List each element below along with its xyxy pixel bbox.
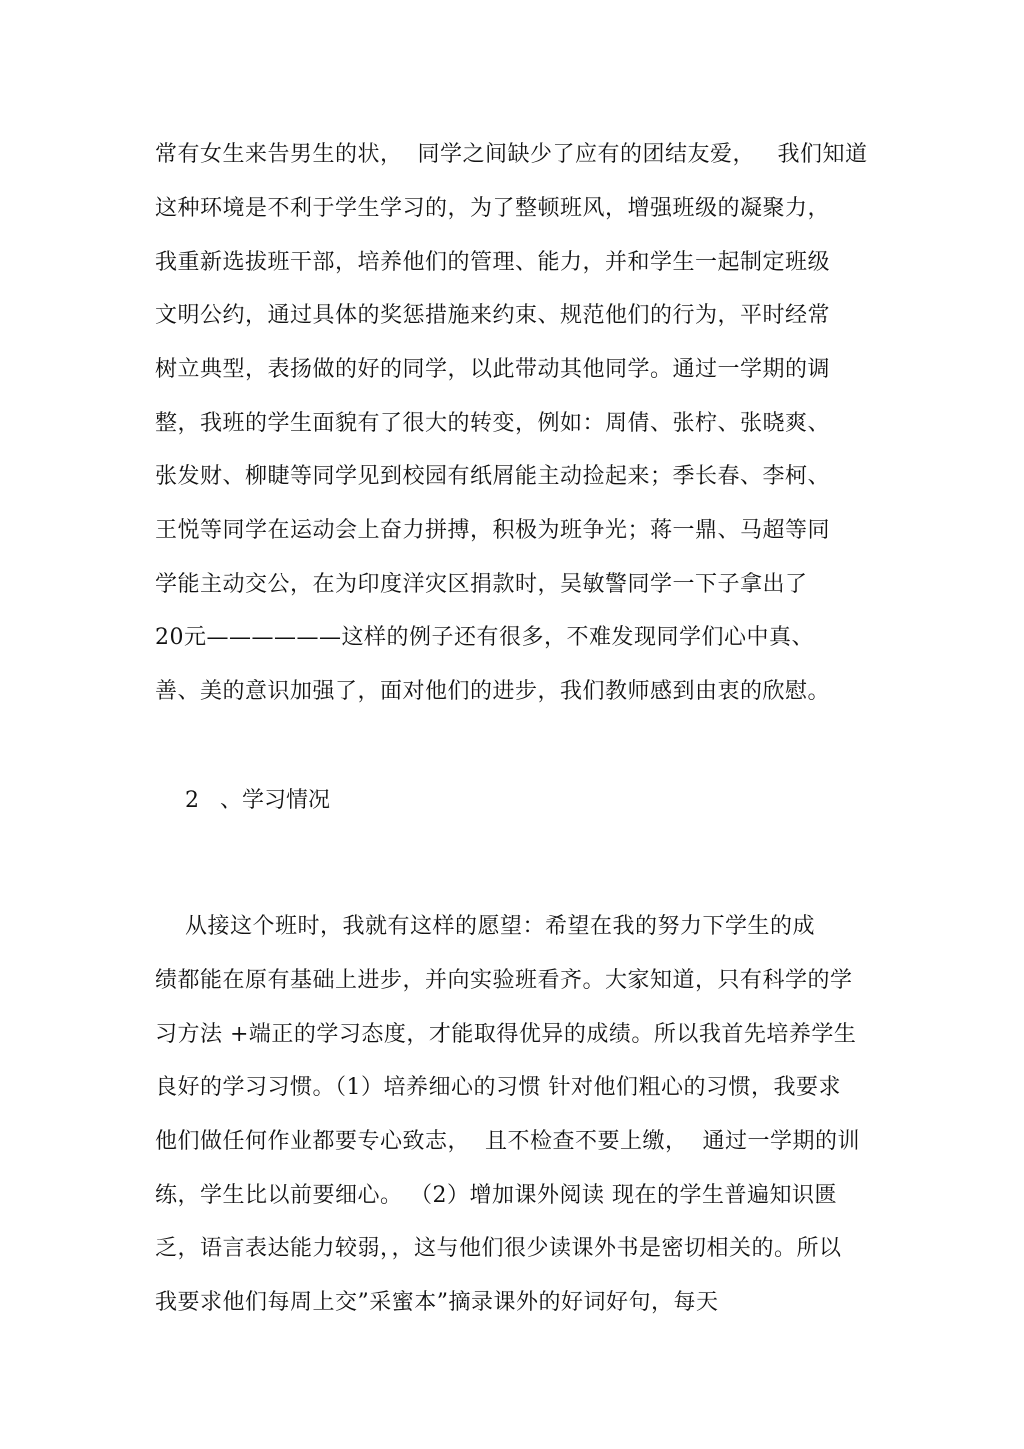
paragraph-1-line-10: 20元——————这样的例子还有很多，不难发现同学们心中真、 <box>155 625 814 650</box>
section-heading: 2 、学习情况 <box>185 788 330 813</box>
paragraph-1-line-2: 这种环境是不利于学生学习的，为了整顿班风，增强班级的凝聚力， <box>155 196 831 221</box>
paragraph-2-line-3: 习方法 +端正的学习态度，才能取得优异的成绩。所以我首先培养学生 <box>155 1022 857 1047</box>
paragraph-2-line-7: 乏，语言表达能力较弱，，这与他们很少读课外书是密切相关的。所以 <box>155 1236 842 1261</box>
paragraph-1-line-6: 整，我班的学生面貌有了很大的转变，例如：周倩、张柠、张晓爽、 <box>155 411 831 436</box>
paragraph-1-line-11: 善、美的意识加强了，面对他们的进步，我们教师感到由衷的欣慰。 <box>155 679 831 704</box>
paragraph-1-line-8: 王悦等同学在运动会上奋力拼搏，积极为班争光；蒋一鼎、马超等同 <box>155 518 831 543</box>
paragraph-2-line-6: 练，学生比以前要细心。 （2）增加课外阅读 现在的学生普遍知识匮 <box>155 1183 837 1208</box>
paragraph-1-line-4: 文明公约，通过具体的奖惩措施来约束、规范他们的行为，平时经常 <box>155 303 831 328</box>
paragraph-2-line-5: 他们做任何作业都要专心致志， 且不检查不要上缴， 通过一学期的训 <box>155 1129 860 1154</box>
paragraph-1-line-1: 常有女生来告男生的状， 同学之间缺少了应有的团结友爱， 我们知道 <box>155 142 868 167</box>
paragraph-2-line-4: 良好的学习习惯。（1）培养细心的习惯 针对他们粗心的习惯，我要求 <box>155 1075 841 1100</box>
paragraph-2-line-1: 从接这个班时，我就有这样的愿望：希望在我的努力下学生的成 <box>155 914 815 939</box>
paragraph-1-line-5: 树立典型，表扬做的好的同学，以此带动其他同学。通过一学期的调 <box>155 357 831 382</box>
paragraph-1-line-7: 张发财、柳睫等同学见到校园有纸屑能主动捡起来；季长春、李柯、 <box>155 464 831 489</box>
paragraph-1-line-3: 我重新选拔班干部，培养他们的管理、能力，并和学生一起制定班级 <box>155 250 831 275</box>
paragraph-2-line-8: 我要求他们每周上交”采蜜本”摘录课外的好词好句，每天 <box>155 1290 719 1315</box>
paragraph-1-line-9: 学能主动交公，在为印度洋灾区捐款时，吴敏警同学一下子拿出了 <box>155 572 808 597</box>
paragraph-2-line-2: 绩都能在原有基础上进步，并向实验班看齐。大家知道，只有科学的学 <box>155 968 853 993</box>
